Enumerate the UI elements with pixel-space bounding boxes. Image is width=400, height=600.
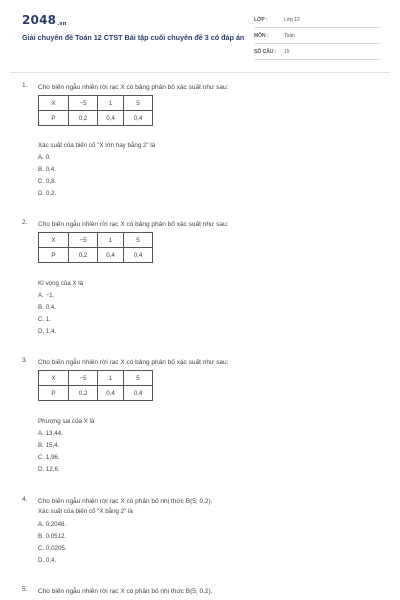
answer-option[interactable]: B. 15,4. — [38, 442, 60, 449]
table-row — [39, 371, 153, 386]
site-logo[interactable] — [22, 13, 67, 27]
table-cell: P — [39, 386, 69, 401]
answer-option[interactable]: B. 0,0512. — [38, 533, 67, 540]
answer-option[interactable]: C. 1. — [38, 316, 52, 323]
meta-key: LỚP : — [254, 17, 268, 23]
probability-table — [38, 370, 153, 401]
table-row — [39, 233, 153, 248]
question-text: Cho biến ngẫu nhiên rời rạc X có bảng phân bố xác suất như sau: — [38, 359, 229, 366]
header-divider — [10, 72, 390, 73]
question-number: 1. — [22, 82, 28, 89]
meta-key: MÔN : — [254, 33, 269, 39]
question-number: 5. — [22, 586, 28, 593]
answer-option[interactable]: C. 0,0205. — [38, 545, 67, 552]
meta-key: SỐ CÂU : — [254, 49, 277, 55]
table-cell: −5 — [69, 233, 98, 248]
answer-option[interactable]: A. 13,44. — [38, 430, 63, 437]
answer-option[interactable]: D. 12,6. — [38, 466, 60, 473]
table-cell: X — [39, 96, 69, 111]
question-prompt: Xác suất của biến cố "X lớn hay bằng 2" là — [38, 142, 156, 149]
probability-table — [38, 232, 153, 263]
question-prompt: Phương sai của X là — [38, 418, 95, 425]
meta-row-class — [254, 14, 380, 28]
logo-suffix: .vn — [57, 21, 67, 27]
logo-text: 2048 — [22, 13, 57, 27]
question-number: 3. — [22, 357, 28, 364]
table-cell: X — [39, 233, 69, 248]
question-text: Cho biến ngẫu nhiên rời rạc X có bảng phân bố xác suất như sau: — [38, 221, 229, 228]
table-cell: 0,4 — [98, 248, 124, 263]
meta-row-subject — [254, 30, 380, 44]
table-cell: 0,4 — [124, 111, 153, 126]
question-number: 4. — [22, 496, 28, 503]
question-prompt: Xác suất của biến cố "X bằng 2" là — [38, 508, 133, 515]
question-text: Cho biến ngẫu nhiên rời rạc X có bảng phân bố xác suất như sau: — [38, 84, 229, 91]
question-number: 2. — [22, 219, 28, 226]
table-cell: P — [39, 248, 69, 263]
answer-option[interactable]: C. 0,8. — [38, 178, 57, 185]
table-row — [39, 386, 153, 401]
table-cell: 0,4 — [124, 386, 153, 401]
table-cell: 1 — [98, 371, 124, 386]
answer-option[interactable]: D. 1,4. — [38, 328, 57, 335]
table-cell: −5 — [69, 371, 98, 386]
question-text: Cho biến ngẫu nhiên rời rạc X có phân bố nhị thức B(5; 0,2). — [38, 498, 213, 505]
document-title: Giải chuyên đề Toán 12 CTST Bài tập cuối chuyên đề 3 có đáp án — [22, 33, 245, 42]
meta-row-count — [254, 46, 380, 60]
table-cell: 0,2 — [69, 248, 98, 263]
table-row — [39, 111, 153, 126]
table-cell: 0,4 — [98, 386, 124, 401]
table-cell: 0,2 — [69, 386, 98, 401]
table-cell: 1 — [98, 96, 124, 111]
table-row — [39, 248, 153, 263]
table-cell: 0,4 — [124, 248, 153, 263]
table-cell: 5 — [124, 233, 153, 248]
answer-option[interactable]: B. 0,4. — [38, 304, 56, 311]
page-header — [0, 0, 400, 68]
question-text: Cho biến ngẫu nhiên rời rạc X có phân bố nhị thức B(5; 0,2). — [38, 588, 213, 595]
table-cell: X — [39, 371, 69, 386]
answer-option[interactable]: B. 0,4. — [38, 166, 56, 173]
meta-panel — [254, 14, 380, 60]
question-prompt: Kì vọng của X là — [38, 280, 84, 287]
table-cell: 0,4 — [98, 111, 124, 126]
table-cell: −5 — [69, 96, 98, 111]
table-cell: 5 — [124, 96, 153, 111]
answer-option[interactable]: A. −1. — [38, 292, 55, 299]
answer-option[interactable]: D. 0,2. — [38, 190, 57, 197]
answer-option[interactable]: A. 0. — [38, 154, 51, 161]
table-cell: P — [39, 111, 69, 126]
probability-table — [38, 95, 153, 126]
answer-option[interactable]: A. 0,2048. — [38, 521, 67, 528]
answer-option[interactable]: D. 0,4. — [38, 557, 57, 564]
answer-option[interactable]: C. 1,96. — [38, 454, 60, 461]
table-cell: 1 — [98, 233, 124, 248]
meta-value: Lớp 12 — [284, 17, 300, 23]
table-cell: 5 — [124, 371, 153, 386]
table-row — [39, 96, 153, 111]
meta-value: 15 — [284, 49, 290, 55]
meta-value: Toán — [284, 33, 295, 39]
table-cell: 0,2 — [69, 111, 98, 126]
